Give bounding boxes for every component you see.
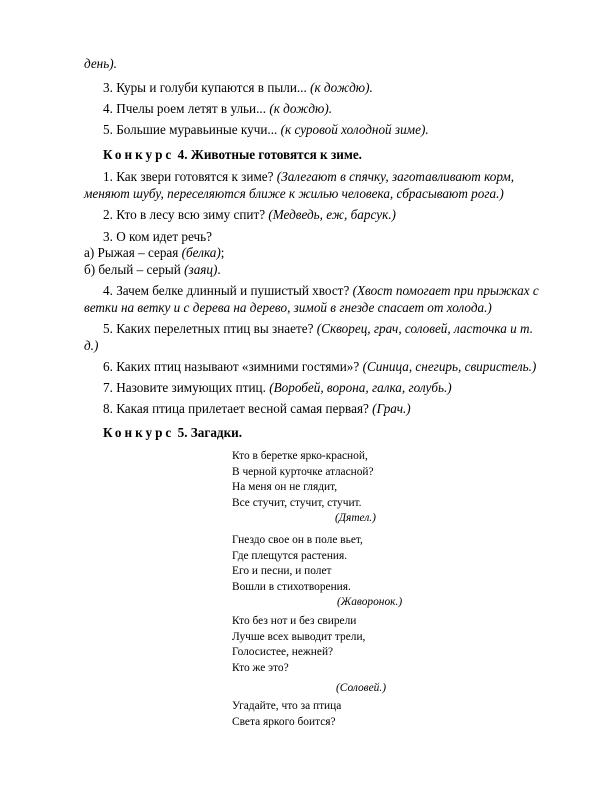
riddle-line: Гнездо свое он в поле вьет, [232, 534, 363, 546]
riddle-answer: (Соловей.) [336, 682, 387, 694]
riddle-line: Света яркого боится? [232, 715, 336, 728]
riddle-line: Кто без нот и без свирели [232, 615, 357, 627]
riddle-line: Вошли в стихотворения. [232, 580, 351, 593]
riddle-line: Кто же это? [232, 661, 289, 674]
riddle-3 [232, 614, 386, 697]
question-text: 6. Каких птиц называют «зимними гостями»? [103, 359, 363, 374]
answer-text: (Скворец, грач, соловей, ласточка и т. [316, 321, 534, 336]
c4-q4-line1 [103, 282, 539, 299]
answer-text: (белка) [181, 245, 221, 260]
contest-4-heading [103, 146, 362, 163]
riddle-line: Лучше всех выводит трели, [232, 630, 366, 643]
c4-q6 [103, 358, 536, 375]
question-text: б) белый – серый [84, 262, 185, 277]
riddle-line: На меня он не глядит, [232, 481, 338, 493]
sign-item-3 [103, 79, 373, 96]
c4-q8 [103, 400, 411, 417]
sign-item-5 [103, 121, 429, 138]
question-text: 2. Кто в лесу всю зиму спит? [103, 207, 269, 222]
riddle-line: Угадайте, что за птица [232, 700, 342, 712]
punctuation: ; [220, 245, 225, 260]
contest-title: 4. Животные готовятся к зиме. [174, 147, 362, 162]
punctuation: . [217, 262, 221, 277]
contest-5-heading [103, 424, 242, 441]
answer-text: (заяц) [184, 262, 218, 277]
contest-label: Конкурс [103, 425, 175, 440]
c4-q1-line1 [103, 168, 514, 185]
riddle-line: Его и песни, и полет [232, 565, 332, 577]
answer-text: (к дождю). [269, 101, 333, 116]
riddle-1 [232, 449, 376, 527]
c4-q7 [103, 379, 452, 396]
question-text: 7. Назовите зимующих птиц. [103, 380, 270, 395]
c4-q4-line2: ветки на ветку и с дерева на дерево, зимой в гнезде спасает от холода.) [84, 300, 492, 315]
riddle-2 [232, 533, 402, 611]
riddle-line: Все стучит, стучит, стучит. [232, 496, 362, 509]
answer-text: (к дождю). [310, 80, 373, 95]
question-text: 8. Какая птица прилетает весной самая первая? [103, 401, 373, 416]
answer-text: (Грач.) [372, 401, 411, 416]
riddle-answer: (Дятел.) [335, 512, 376, 524]
question-text: 3. Куры и голуби купаются в пыли... [103, 80, 311, 95]
c4-q2 [103, 206, 396, 223]
contest-title: 5. Загадки. [174, 425, 243, 440]
question-text: 5. Большие муравьиные кучи... [103, 122, 281, 137]
c4-q1-line2: меняют шубу, переселяются ближе к жилью человека, сбрасывают рога.) [84, 186, 504, 201]
riddle-answer: (Жаворонок.) [337, 596, 403, 608]
contest-label: Конкурс [103, 147, 175, 162]
answer-text: (Медведь, еж, барсук.) [268, 207, 396, 222]
riddle-line: Кто в беретке ярко-красной, [232, 450, 368, 462]
c4-q3: 3. О ком идет речь? [103, 229, 213, 244]
question-text: 1. Как звери готовятся к зиме? [103, 169, 277, 184]
riddle-4 [232, 699, 341, 730]
c4-q3-b [84, 261, 221, 278]
question-text: 4. Пчелы роем летят в ульи... [103, 101, 270, 116]
c4-q3-a [84, 244, 224, 261]
answer-text: (Залегают в спячку, заготавливают корм, [276, 169, 515, 184]
continued-answer: день). [84, 56, 117, 71]
answer-text: (Воробей, ворона, галка, голубь.) [269, 380, 452, 395]
c4-q5-line2: д.) [84, 338, 99, 353]
answer-text: (к суровой холодной зиме). [280, 122, 429, 137]
answer-text: (Синица, снегирь, свиристель.) [362, 359, 537, 374]
riddle-line: Голосистее, нежней? [232, 646, 334, 658]
riddle-line: Где плещутся растения. [232, 549, 348, 562]
riddle-line: В черной курточке атласной? [232, 465, 374, 478]
question-text: 4. Зачем белке длинный и пушистый хвост? [103, 283, 353, 298]
question-text: а) Рыжая – серая [84, 245, 182, 260]
question-text: 5. Каких перелетных птиц вы знаете? [103, 321, 317, 336]
c4-q5-line1 [103, 320, 533, 337]
answer-text: (Хвост помогает при прыжках с [352, 283, 539, 298]
sign-item-4 [103, 100, 332, 117]
